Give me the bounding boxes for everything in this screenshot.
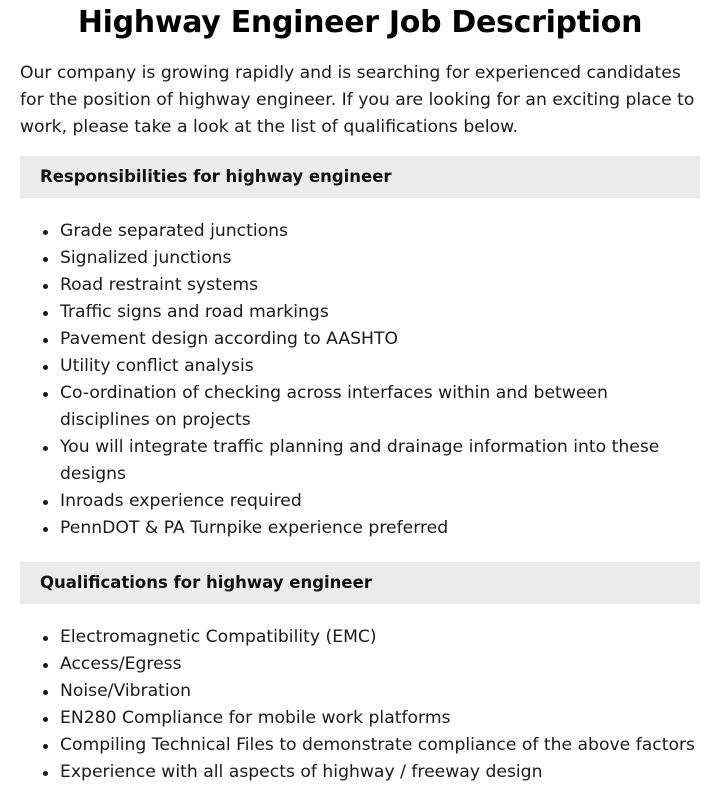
qualifications-heading: Qualifications for highway engineer <box>20 562 700 604</box>
bullet-icon <box>43 636 48 641</box>
list-item <box>60 245 700 272</box>
list-item-text: Compiling Technical Files to demonstrate compliance of the above factors <box>60 735 696 755</box>
list-item <box>60 353 700 380</box>
list-item <box>60 488 700 515</box>
list-item <box>60 624 700 651</box>
list-item <box>60 515 700 542</box>
list-item-text: Noise/Vibration <box>60 681 192 701</box>
bullet-icon <box>43 392 48 397</box>
list-item <box>60 651 700 678</box>
bullet-icon <box>43 365 48 370</box>
list-item-text: Road restraint systems <box>60 275 259 295</box>
list-item <box>60 759 700 786</box>
list-item-text: Experience with all aspects of highway / freeway design <box>60 762 543 782</box>
list-item <box>60 218 700 245</box>
qualifications-list <box>20 624 700 786</box>
list-item <box>60 705 700 732</box>
list-item-text: Grade separated junctions <box>60 221 289 241</box>
bullet-icon <box>43 311 48 316</box>
bullet-icon <box>43 257 48 262</box>
page-title: Highway Engineer Job Description <box>77 5 643 40</box>
bullet-icon <box>43 663 48 668</box>
list-item-text: Pavement design according to AASHTO <box>60 329 399 349</box>
bullet-icon <box>43 230 48 235</box>
list-item <box>60 272 700 299</box>
list-item-text: Inroads experience required <box>60 491 302 511</box>
list-item-text: EN280 Compliance for mobile work platforms <box>60 708 451 728</box>
list-item <box>60 732 700 759</box>
list-item-text: Access/Egress <box>60 654 182 674</box>
list-item <box>60 434 700 488</box>
bullet-icon <box>43 771 48 776</box>
bullet-icon <box>43 744 48 749</box>
list-item-text: Utility conflict analysis <box>60 356 254 376</box>
list-item-text: Traffic signs and road markings <box>60 302 329 322</box>
list-item <box>60 380 700 434</box>
responsibilities-heading: Responsibilities for highway engineer <box>20 156 700 198</box>
list-item <box>60 678 700 705</box>
bullet-icon <box>43 690 48 695</box>
bullet-icon <box>43 717 48 722</box>
intro-paragraph: Our company is growing rapidly and is searching for experienced candidates for the position of highway engineer. If you are looking for an exciting place to work, please take a look at the list of qualifications below. <box>20 63 695 137</box>
bullet-icon <box>43 500 48 505</box>
bullet-icon <box>43 284 48 289</box>
list-item-text: You will integrate traffic planning and drainage information into these designs <box>60 437 660 484</box>
bullet-icon <box>43 527 48 532</box>
list-item-text: PennDOT & PA Turnpike experience preferred <box>60 518 449 538</box>
list-item-text: Co-ordination of checking across interfaces within and between disciplines on projects <box>60 383 608 430</box>
list-item <box>60 299 700 326</box>
bullet-icon <box>43 446 48 451</box>
list-item <box>60 326 700 353</box>
bullet-icon <box>43 338 48 343</box>
responsibilities-list <box>20 218 700 542</box>
list-item-text: Signalized junctions <box>60 248 232 268</box>
list-item-text: Electromagnetic Compatibility (EMC) <box>60 627 377 647</box>
